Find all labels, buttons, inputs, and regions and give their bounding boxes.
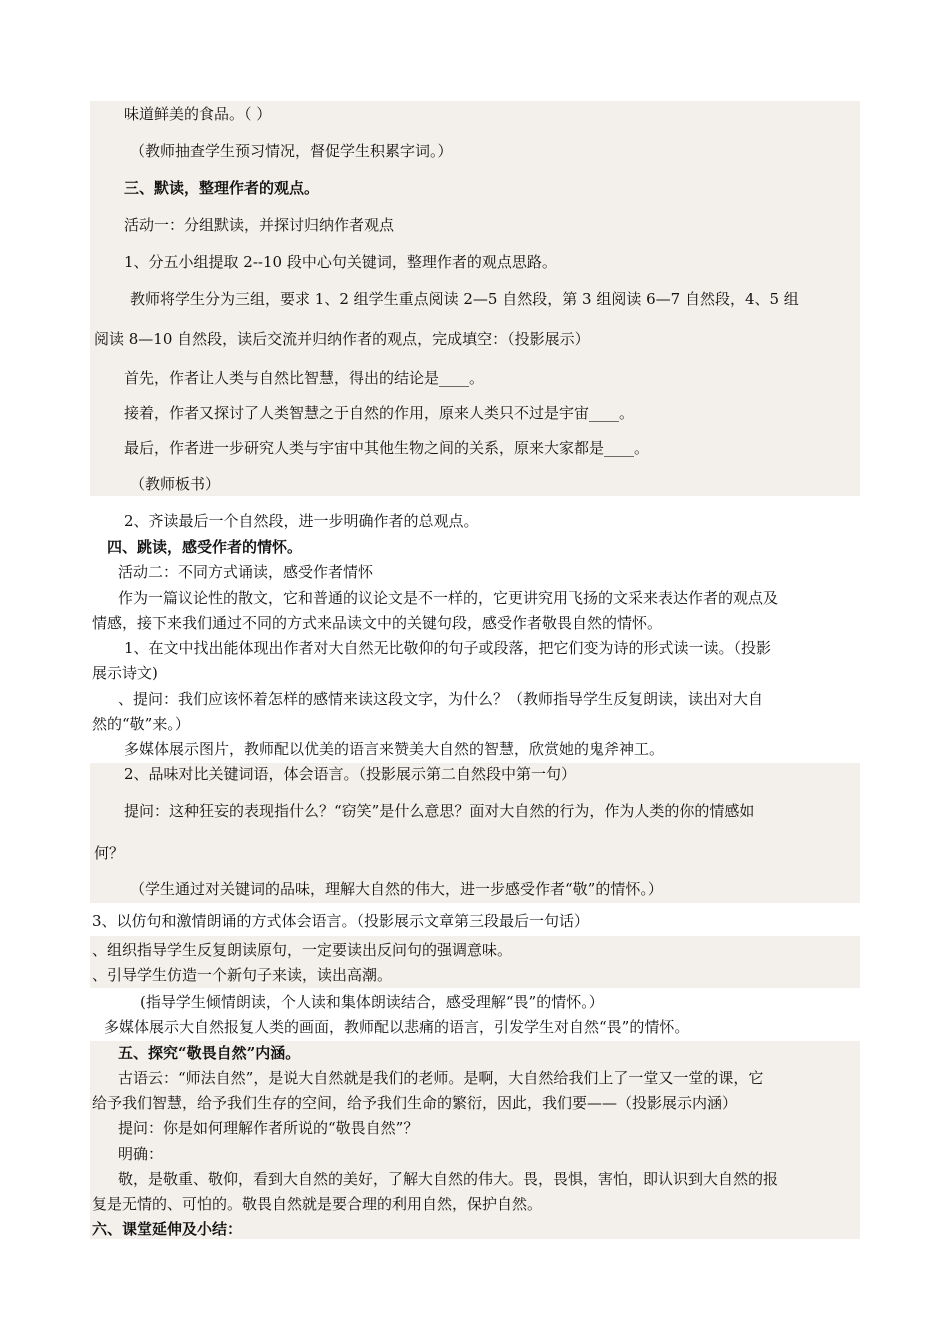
text-line: 活动二：不同方式诵读，感受作者情怀 — [118, 563, 374, 581]
text-line: 古语云：“师法自然”，是说大自然就是我们的老师。是啊，大自然给我们上了一堂又一堂的课，它 — [118, 1069, 764, 1087]
section-heading: 三、默读，整理作者的观点。 — [124, 179, 320, 197]
text-line: （学生通过对关键词的品味，理解大自然的伟大，进一步感受作者“敬”的情怀。） — [130, 880, 663, 898]
text-line: 1、分五小组提取 2--10 段中心句关键词，整理作者的观点思路。 — [124, 253, 557, 271]
text-line: 复是无情的、可怕的。敬畏自然就是要合理的利用自然，保护自然。 — [92, 1195, 543, 1213]
text-line: 提问：这种狂妄的表现指什么？“窃笑”是什么意思？面对大自然的行为，作为人类的你的情感如 — [124, 802, 755, 820]
section-heading: 六、课堂延伸及小结： — [92, 1220, 243, 1238]
text-line: 然的“敬”来。） — [92, 715, 190, 733]
text-line: 提问：你是如何理解作者所说的“敬畏自然”？ — [118, 1119, 419, 1137]
text-line: 明确： — [118, 1145, 164, 1163]
text-line: 2、齐读最后一个自然段，进一步明确作者的总观点。 — [124, 512, 479, 530]
section-heading: 五、探究“敬畏自然”内涵。 — [118, 1044, 301, 1062]
text-line: 情感，接下来我们通过不同的方式来品读文中的关键句段，感受作者敬畏自然的情怀。 — [92, 614, 663, 632]
text-line: 敬，是敬重、敬仰，看到大自然的美好，了解大自然的伟大。畏，畏惧，害怕，即认识到大自然的报 — [118, 1170, 779, 1188]
text-line: 1、在文中找出能体现出作者对大自然无比敬仰的句子或段落，把它们变为诗的形式读一读。（投影 — [124, 639, 772, 657]
section-heading: 四、跳读，感受作者的情怀。 — [107, 538, 303, 556]
text-line: 3、以仿句和激情朗诵的方式体会语言。（投影展示文章第三段最后一句话） — [92, 912, 590, 930]
text-line: 活动一：分组默读，并探讨归纳作者观点 — [124, 216, 395, 234]
text-line: 教师将学生分为三组，要求 1、2 组学生重点阅读 2—5 自然段，第 3 组阅读 6—7 自然段，4、5 组 — [130, 290, 799, 308]
text-line: 阅读 8—10 自然段，读后交流并归纳作者的观点，完成填空：（投影展示） — [94, 330, 590, 348]
text-line: 作为一篇议论性的散文，它和普通的议论文是不一样的，它更讲究用飞扬的文采来表达作者的观点及 — [118, 589, 779, 607]
text-line: 、引导学生仿造一个新句子来读，读出高潮。 — [92, 966, 393, 984]
text-line: 多媒体展示大自然报复人类的画面，教师配以悲痛的语言，引发学生对自然“畏”的情怀。 — [104, 1018, 690, 1036]
text-line: （教师板书） — [130, 475, 221, 493]
text-line: 、提问：我们应该怀着怎样的感情来读这段文字，为什么？（教师指导学生反复朗读，读出对大自 — [118, 690, 764, 708]
text-line: 展示诗文) — [92, 664, 158, 682]
text-line: 、组织指导学生反复朗读原句，一定要读出反问句的强调意味。 — [92, 941, 513, 959]
text-line: 2、品味对比关键词语，体会语言。（投影展示第二自然段中第一句） — [124, 765, 577, 783]
text-line: 多媒体展示图片，教师配以优美的语言来赞美大自然的智慧，欣赏她的鬼斧神工。 — [124, 740, 665, 758]
text-line: （教师抽查学生预习情况，督促学生积累字词。） — [130, 142, 453, 160]
text-line: 接着，作者又探讨了人类智慧之于自然的作用，原来人类只不过是宇宙____。 — [124, 404, 635, 422]
text-line: 味道鲜美的食品。（ ） — [124, 105, 272, 123]
text-line: 给予我们智慧，给予我们生存的空间，给予我们生命的繁衍，因此，我们要——（投影展示内涵） — [92, 1094, 738, 1112]
text-line: 首先，作者让人类与自然比智慧，得出的结论是____。 — [124, 369, 485, 387]
text-line: 最后，作者进一步研究人类与宇宙中其他生物之间的关系，原来大家都是____。 — [124, 439, 650, 457]
text-line: (指导学生倾情朗读，个人读和集体朗读结合，感受理解“畏”的情怀。） — [140, 993, 604, 1011]
text-line: 何？ — [94, 844, 125, 862]
